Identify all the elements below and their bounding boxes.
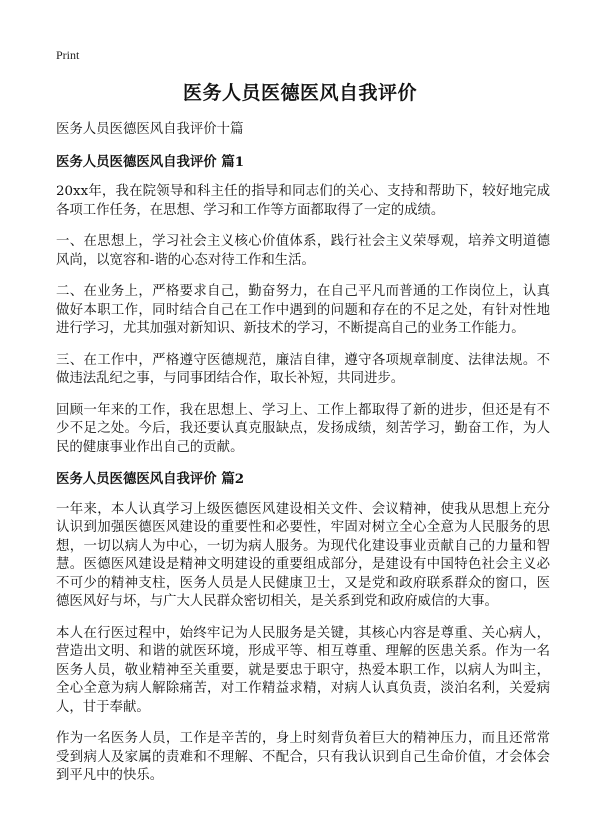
paragraph: 回顾一年来的工作，我在思想上、学习上、工作上都取得了新的进步，但还是有不少不足之处。今后，我还要认真克服缺点，发扬成绩，刻苦学习，勤奋工作，为人民的健康事业作出自己的贡献。 [56,402,550,455]
page-title: 医务人员医德医风自我评价 [182,82,417,104]
document-subtitle: 医务人员医德医风自我评价十篇 [56,122,244,137]
section-1 [56,153,550,458]
paragraph: 一年来，本人认真学习上级医德医风建设相关文件、会议精神，使我从思想上充分认识到加强医德医风建设的重要性和必要性，牢固对树立全心全意为人民服务的思想，一切以病人为中心，一切为病人服务。为现代化建设事业贡献自己的力量和智慧。医德医风建设是精神文明建设的重要组成部分，是建设有中国特色社会主义必不可少的精神支柱，医务人员是人民健康卫士，又是党和政府联系群众的窗口，医德医风好与坏，与广大人民群众密切相关，是关系到党和政府威信的大事。 [56,501,550,609]
paragraph: 三、在工作中，严格遵守医德规范，廉洁自律，遵守各项规章制度、法律法规。不做违法乱纪之事，与同事团结合作，取长补短，共同进步。 [56,352,550,386]
paragraph: 二、在业务上，严格要求自己，勤奋努力，在自己平凡而普通的工作岗位上，认真做好本职工作，同时结合自己在工作中遇到的问题和存在的不足之处，有针对性地进行学习，尤其加强对新知识、新技术的学习，不断提高自己的业务工作能力。 [56,284,550,336]
section-heading: 医务人员医德医风自我评价 篇1 [56,153,245,170]
section-2 [56,470,550,786]
paragraph: 作为一名医务人员，工作是辛苦的，身上时刻背负着巨大的精神压力，而且还常常受到病人及家属的责难和不理解、不配合，只有我认识到自己生命价值，才会体会到平凡中的快乐。 [56,731,550,783]
paragraph: 20xx年，我在院领导和科主任的指导和同志们的关心、支持和帮助下，较好地完成各项工作任务，在思想、学习和工作等方面都取得了一定的成绩。 [56,184,550,218]
print-link[interactable]: Print [56,48,80,62]
paragraph: 本人在行医过程中，始终牢记为人民服务是关键，其核心内容是尊重、关心病人，营造出文明、和谐的就医环境，形成平等、相互尊重、理解的医患关系。作为一名医务人员，敬业精神至关重要，就是要忠于职守，热爱本职工作，以病人为叫主，全心全意为病人解除痛苦，对工作精益求精，对病人认真负责，淡泊名利，关爱病人，甘于奉献。 [56,625,550,715]
paragraph: 一、在思想上，学习社会主义核心价值体系，践行社会主义荣辱观，培养文明道德风尚，以宽容和-谐的心态对待工作和生活。 [56,234,550,268]
section-heading: 医务人员医德医风自我评价 篇2 [56,471,245,487]
document-body [56,121,550,799]
